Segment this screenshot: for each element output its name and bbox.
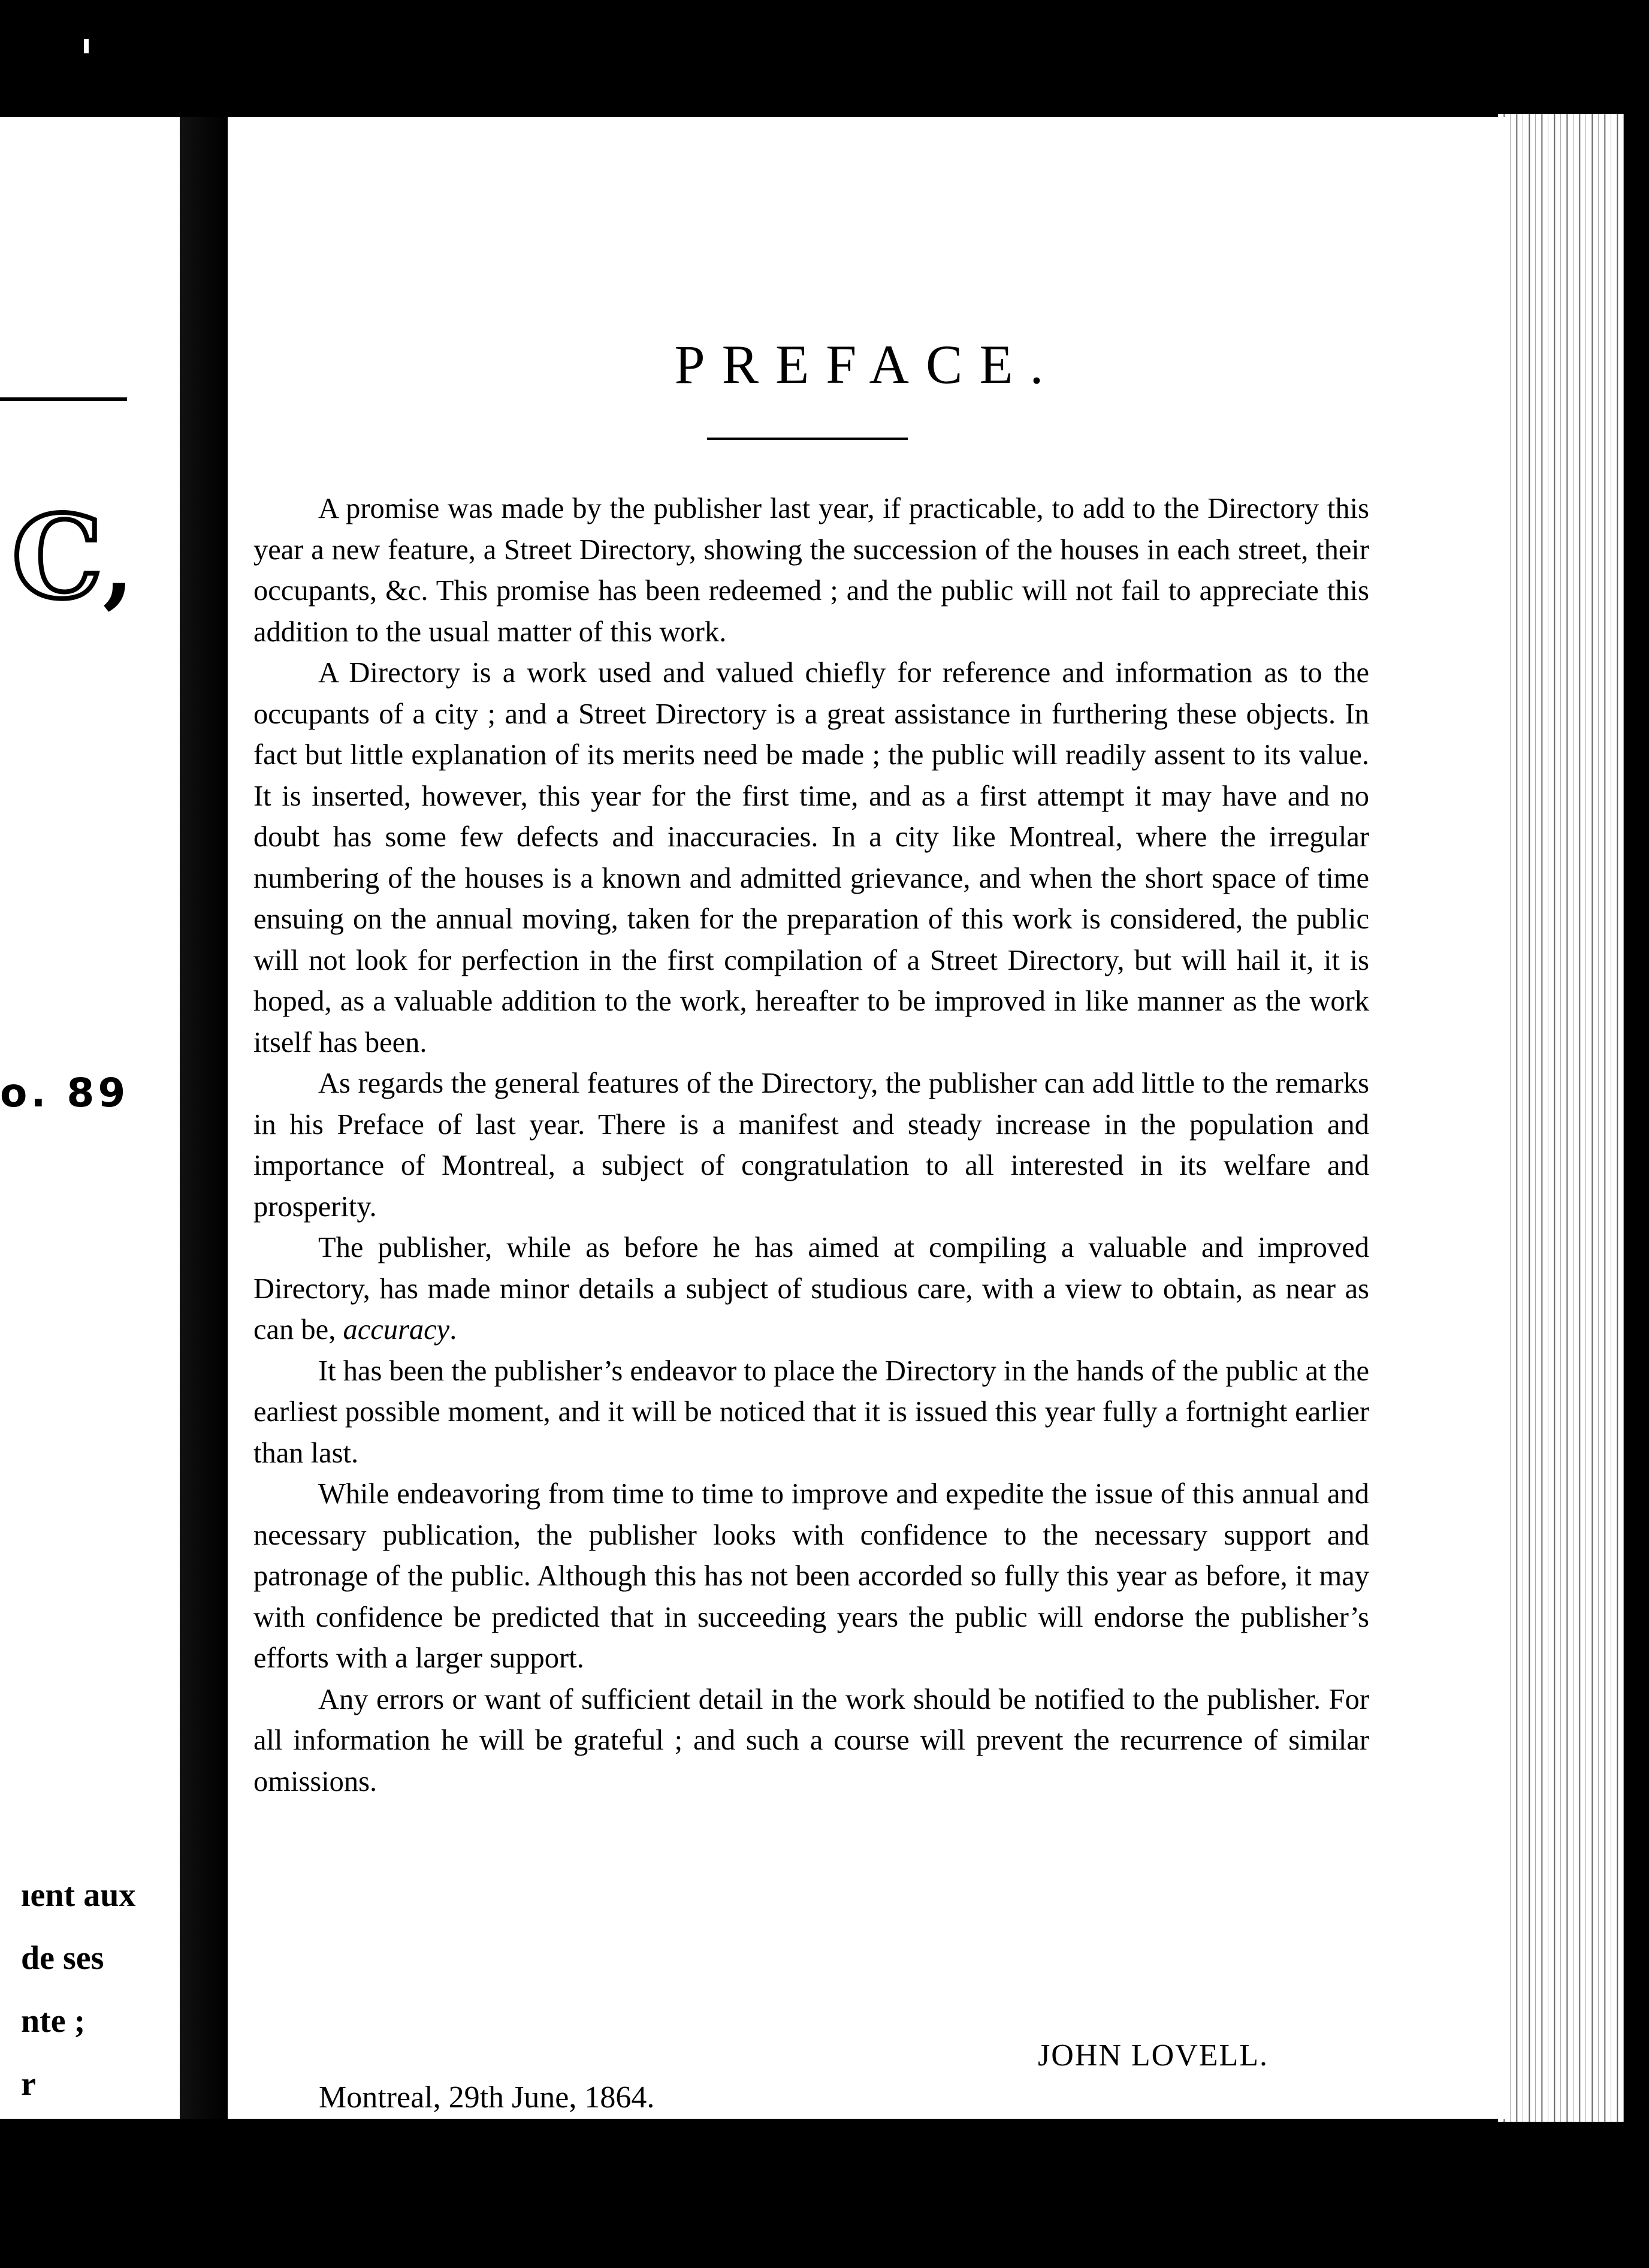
title-divider: [707, 438, 908, 440]
decorative-letter-c: C: [12, 490, 103, 624]
paragraph-5: It has been the publisher’s endeavor to place the Directory in the hands of the public at the earliest possible moment, and it will be noticed that it is issued this year fully a fortnight earlier than last.: [253, 1355, 1369, 1469]
adjacent-page-fragment-1: ıent aux: [21, 1877, 136, 1914]
adjacent-page-fragment-2: de ses: [21, 1940, 104, 1977]
book-gutter-shadow: [180, 117, 228, 2119]
scan-mark: [84, 39, 89, 53]
paragraph-3: As regards the general features of the Directory, the publisher can add little to the remarks in his Preface of last year. There is a manifest and steady increase in the population and importance of Montreal, a subject of congratulation to all interested in its welfare and prosperity.: [253, 1067, 1369, 1223]
book-page-edges: [1498, 114, 1624, 2122]
paragraph-4-text: The publisher, while as before he has aimed at compiling a valuable and improved Directory, has made minor details a subject of studious care, with a view to obtain, as near as can be,: [253, 1232, 1369, 1346]
paragraph-4: [253, 1228, 1369, 1351]
adjacent-page-fragment-4: r: [21, 2065, 36, 2103]
paragraph-6: While endeavoring from time to time to improve and expedite the issue of this annual and necessary publication, the publisher looks with confidence to the necessary support and patronage of the public. Although this has not been accorded so fully this year as before, it may with confidence be predicted that in succeeding years the public will endorse the publisher’s efforts with a larger support.: [253, 1478, 1369, 1674]
adjacent-page-rule: [0, 397, 127, 401]
adjacent-page-fragment-3: nte ;: [21, 2002, 86, 2040]
paragraph-4-emphasis: accuracy: [343, 1314, 450, 1346]
adjacent-page: [0, 117, 180, 2119]
paragraph-1: A promise was made by the publisher last year, if practicable, to add to the Directory this year a new feature, a Street Directory, showing the succession of the houses in each street, their occupants, &c. This promise has been redeemed ; and the public will not fail to appreciate this addition to the usual matter of this work.: [253, 493, 1369, 648]
signature: JOHN LOVELL.: [1038, 2038, 1269, 2073]
adjacent-page-number: o. 89: [0, 1070, 129, 1116]
dateline: Montreal, 29th June, 1864.: [319, 2080, 655, 2115]
paragraph-4-end: .: [449, 1314, 457, 1346]
decorative-comma: ,: [102, 513, 134, 619]
page-title: PREFACE.: [674, 334, 1061, 395]
paragraph-7: Any errors or want of sufficient detail in the work should be notified to the publisher. For all information he will be grateful ; and such a course will prevent the recurrence of similar omissions.: [253, 1683, 1369, 1797]
paragraph-2: A Directory is a work used and valued chiefly for reference and information as to the occupants of a city ; and a Street Directory is a great assistance in furthering these objects. In fact but little explanation of its merits need be made ; the public will readily assent to its value. It is inserted, however, this year for the first time, and as a first attempt it may have and no doubt has some few defects and inaccuracies. In a city like Montreal, where the irregular numbering of the houses is a known and admitted grievance, and when the short space of time ensuing on the annual moving, taken for the preparation of this work is considered, the public will not look for perfection in the first compilation of a Street Directory, but will hail it, it is hoped, as a valuable addition to the work, hereafter to be improved in like manner as the work itself has been.: [253, 657, 1369, 1058]
adjacent-page-decorative-letter: [12, 490, 134, 624]
preface-page: [228, 117, 1507, 2119]
preface-body: [253, 488, 1369, 1802]
